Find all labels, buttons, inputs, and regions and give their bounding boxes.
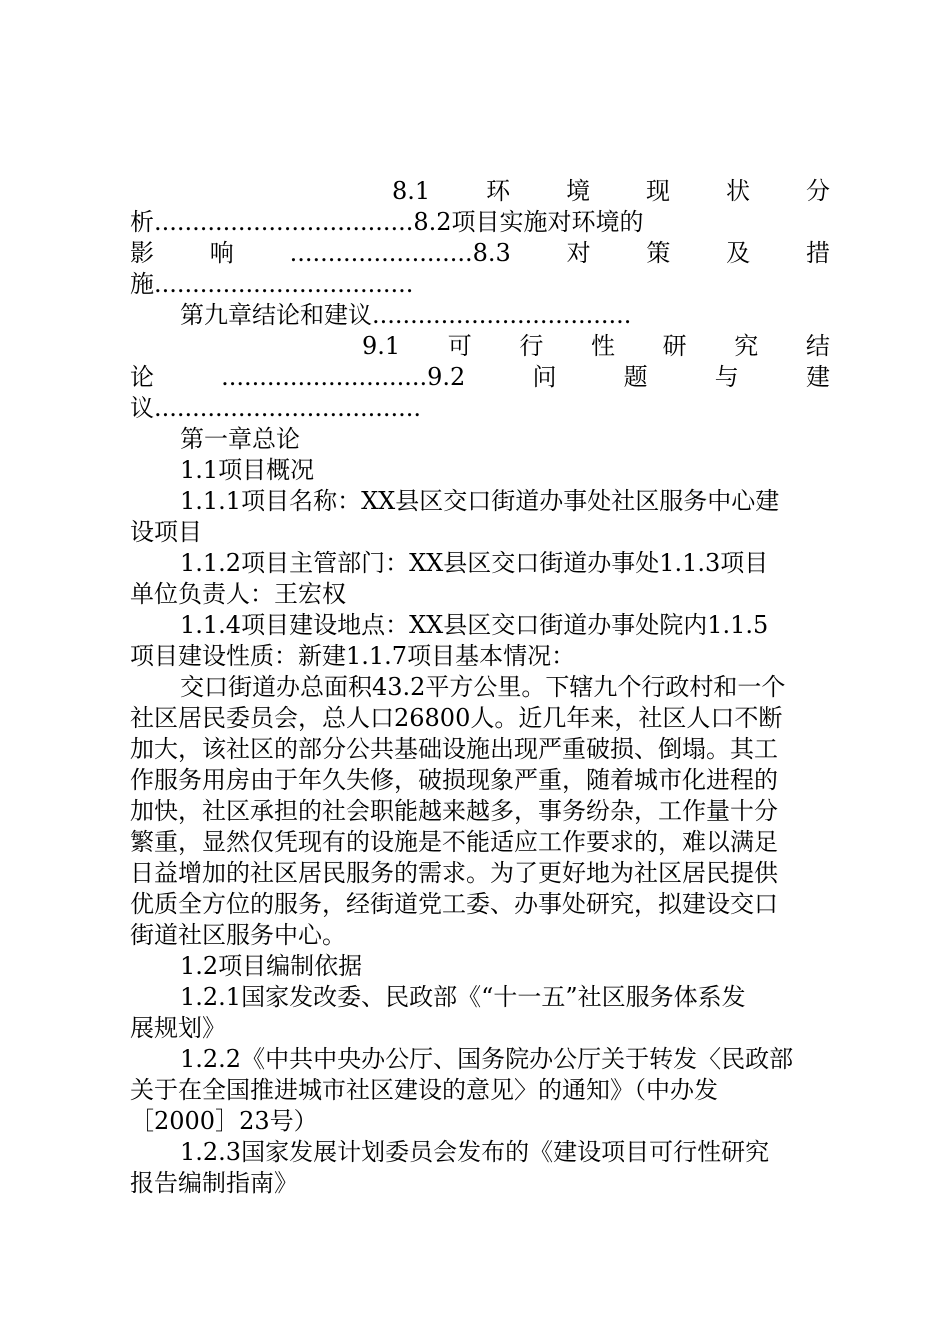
toc-text: 可: [447, 332, 472, 360]
toc-text: ........................8.3: [289, 239, 511, 267]
paragraph-line: 关于在全国推进城市社区建设的意见〉的通知》（中办发: [130, 1076, 718, 1104]
paragraph-line: 日益增加的社区居民服务的需求。为了更好地为社区居民提供: [130, 859, 778, 887]
paragraph-line: 交口街道办总面积43.2平方公里。下辖九个行政村和一个: [180, 673, 786, 701]
chapter-heading: 第一章总论: [180, 425, 300, 453]
paragraph-line: 1.2.3国家发展计划委员会发布的《建设项目可行性研究: [180, 1138, 770, 1166]
toc-text: 与: [714, 363, 739, 391]
paragraph-line: ［2000］23号）: [130, 1107, 318, 1135]
toc-text: 题: [623, 363, 648, 391]
section-heading: 1.2项目编制依据: [180, 952, 363, 980]
toc-line-8-3-cont: 施..................................: [130, 270, 414, 298]
toc-text: 分: [805, 177, 830, 205]
paragraph-line: 街道社区服务中心。: [130, 921, 346, 949]
toc-line-8-2: 析..................................8.2项目实施对环境的: [130, 208, 644, 236]
toc-text: 研: [662, 332, 687, 360]
toc-text: 状: [725, 177, 750, 205]
paragraph-line: 展规划》: [130, 1014, 226, 1042]
paragraph-line: 优质全方位的服务，经街道党工委、办事处研究，拟建设交口: [130, 890, 778, 918]
paragraph-line: 作服务用房由于年久失修，破损现象严重，随着城市化进程的: [130, 766, 778, 794]
toc-text: 性: [591, 332, 616, 360]
toc-line-8-1: [130, 176, 830, 207]
paragraph-line: 设项目: [130, 518, 202, 546]
toc-line-9-2: [130, 362, 830, 393]
toc-text: 结: [805, 332, 830, 360]
paragraph-line: 1.1.4项目建设地点：XX县区交口街道办事处院内1.1.5: [180, 611, 769, 639]
toc-text: 行: [519, 332, 544, 360]
paragraph-line: 报告编制指南》: [130, 1169, 298, 1197]
toc-text: 响: [209, 239, 234, 267]
toc-text: 9.1: [362, 332, 401, 360]
toc-text: 究: [734, 332, 759, 360]
toc-text: 影: [130, 239, 154, 267]
section-heading: 1.1项目概况: [180, 456, 315, 484]
toc-text: 对: [566, 239, 591, 267]
toc-text: 措: [805, 239, 830, 267]
paragraph-line: 项目建设性质：新建1.1.7项目基本情况：: [130, 642, 576, 670]
paragraph-line: 1.1.2项目主管部门：XX县区交口街道办事处1.1.3项目: [180, 549, 769, 577]
toc-text: 环: [486, 177, 511, 205]
paragraph-line: 加快，社区承担的社会职能越来越多，事务纷杂，工作量十分: [130, 797, 778, 825]
toc-text: 建: [805, 363, 830, 391]
toc-text: 论: [130, 363, 154, 391]
paragraph-line: 社区居民委员会，总人口26800人。近几年来，社区人口不断: [130, 704, 783, 732]
paragraph-line: 1.2.2《中共中央办公厅、国务院办公厅关于转发〈民政部: [180, 1045, 794, 1073]
paragraph-line: 繁重，显然仅凭现有的设施是不能适应工作要求的，难以满足: [130, 828, 778, 856]
paragraph-line: 1.1.1项目名称：XX县区交口街道办事处社区服务中心建: [180, 487, 780, 515]
document-content: [130, 176, 830, 1199]
paragraph-line: 加大，该社区的部分公共基础设施出现严重破损、倒塌。其工: [130, 735, 778, 763]
toc-text: ...........................9.2: [221, 363, 466, 391]
toc-text: 现: [646, 177, 671, 205]
toc-line-8-3: [130, 238, 830, 269]
toc-text: 境: [566, 177, 591, 205]
toc-text: 策: [646, 239, 671, 267]
toc-text: 8.1: [392, 177, 431, 205]
toc-line-9-1: [130, 331, 830, 362]
toc-text: 问: [532, 363, 557, 391]
paragraph-line: 单位负责人：王宏权: [130, 580, 346, 608]
toc-text: 及: [726, 239, 751, 267]
toc-line-ch9: 第九章结论和建议..................................: [180, 301, 632, 329]
toc-line-9-2-cont: 议...................................: [130, 394, 422, 422]
paragraph-line: 1.2.1国家发改委、民政部《“十一五”社区服务体系发: [180, 983, 746, 1011]
